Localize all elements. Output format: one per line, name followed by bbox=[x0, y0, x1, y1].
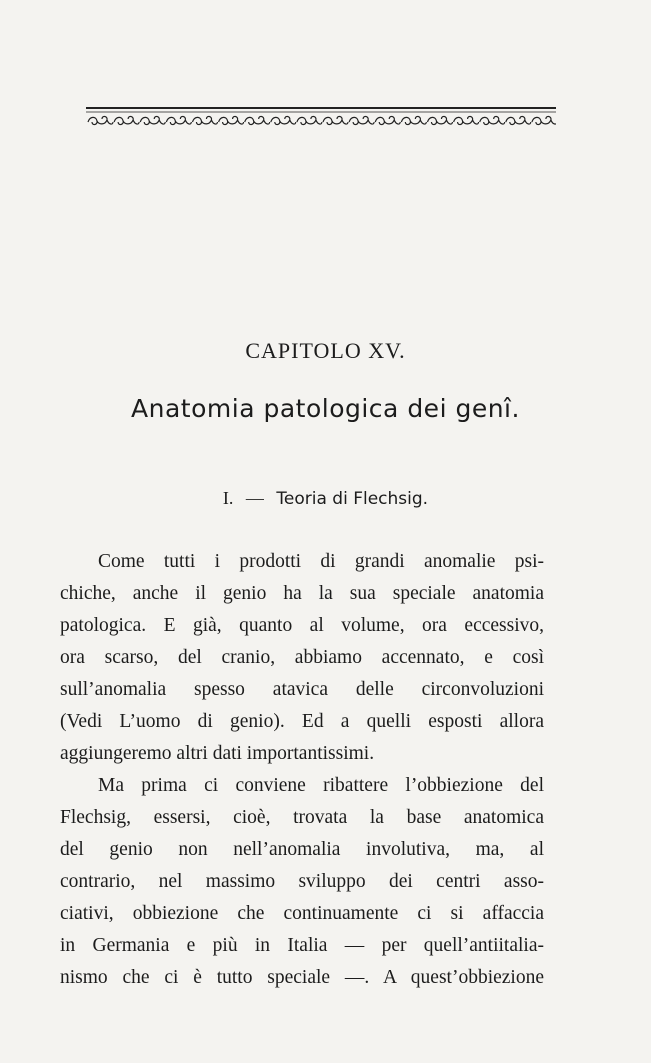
text-line: contrario, nel massimo sviluppo dei centri asso- bbox=[60, 871, 544, 892]
text-line: sull’anomalia spesso atavica delle circonvoluzioni bbox=[60, 679, 544, 700]
scroll-motif bbox=[297, 116, 322, 124]
paragraph-2 bbox=[60, 770, 544, 994]
scroll-motif bbox=[349, 116, 374, 124]
scroll-motif bbox=[192, 116, 217, 124]
scroll-motif bbox=[114, 116, 139, 124]
scroll-motif bbox=[480, 116, 505, 124]
text-line: (Vedi L’uomo di genio). Ed a quelli esposti allora bbox=[60, 711, 544, 732]
scroll-motif bbox=[166, 116, 191, 124]
chapter-heading: CAPITOLO XV. bbox=[245, 338, 406, 363]
text-line: Come tutti i prodotti di grandi anomalie psi- bbox=[98, 551, 544, 572]
text-line: del genio non nell’anomalia involutiva, ma, al bbox=[60, 839, 544, 860]
text-line: ora scarso, del cranio, abbiamo accennato, e così bbox=[60, 647, 544, 668]
section-dash: — bbox=[245, 488, 264, 508]
text-line: nismo che ci è tutto speciale —. A quest’obbiezione bbox=[60, 967, 544, 988]
scroll-motif bbox=[245, 116, 270, 124]
text-line: Ma prima ci conviene ribattere l’obbiezione del bbox=[98, 775, 544, 796]
text-line: ciativi, obbiezione che continuamente ci si affaccia bbox=[60, 903, 544, 924]
scroll-motif bbox=[271, 116, 296, 124]
scroll-motif bbox=[88, 116, 113, 124]
body-text bbox=[60, 546, 544, 994]
text-line: chiche, anche il genio ha la sua speciale anatomia bbox=[60, 583, 544, 604]
scroll-motif bbox=[532, 116, 556, 124]
section-title: Teoria di Flechsig. bbox=[276, 489, 429, 509]
ornamental-rule bbox=[86, 104, 556, 134]
scroll-motif bbox=[140, 116, 165, 124]
scroll-motif bbox=[427, 116, 452, 124]
scroll-motif bbox=[506, 116, 531, 124]
section-heading bbox=[0, 488, 651, 509]
ornament-svg bbox=[86, 104, 556, 134]
scroll-motif bbox=[375, 116, 400, 124]
chapter-title: Anatomia patologica dei genî. bbox=[131, 394, 520, 423]
text-line: aggiungeremo altri dati importantissimi. bbox=[60, 743, 375, 764]
text-line: patologica. E già, quanto al volume, ora eccessivo, bbox=[60, 615, 544, 636]
section-number: I. bbox=[222, 488, 234, 508]
scroll-motif bbox=[401, 116, 426, 124]
paragraph-1 bbox=[60, 546, 544, 770]
scroll-motif bbox=[323, 116, 348, 124]
scroll-motif bbox=[219, 116, 244, 124]
text-line: Flechsig, essersi, cioè, trovata la base anatomica bbox=[60, 807, 544, 828]
scroll-motif bbox=[454, 116, 479, 124]
text-line: in Germania e più in Italia — per quell’antiitalia- bbox=[60, 935, 544, 956]
